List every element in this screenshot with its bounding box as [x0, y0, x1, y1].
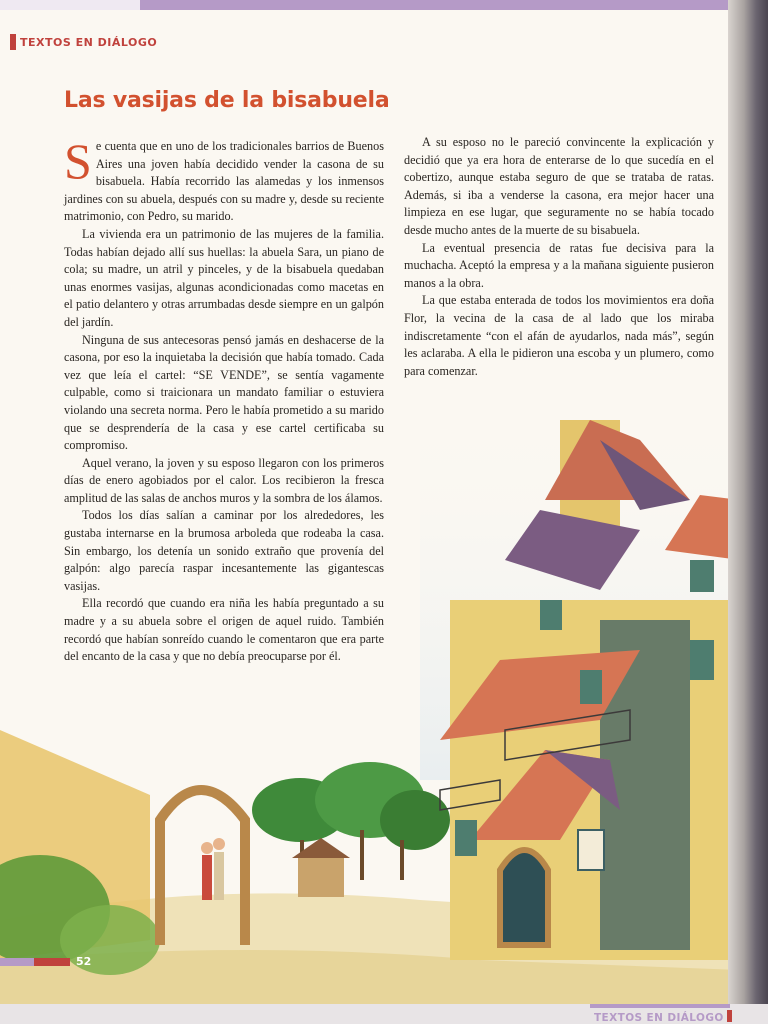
next-page-label-text: TEXTOS EN DIÁLOGO [594, 1012, 724, 1024]
house-illustration [0, 400, 740, 1004]
section-marker [727, 1010, 732, 1022]
figure-head [213, 838, 225, 850]
paragraph-text: e cuenta que en uno de los tradicionales barrios de Buenos Aires una joven había decidido vender la casona de su bisabuela. Había recorrido las alamedas y los inmensos jardines con su abuela, después con su madre y, desde su reciente matrimonio, con Pedro, su marido. [64, 139, 384, 224]
window [690, 640, 714, 680]
figure-man [214, 852, 224, 900]
figure-woman [202, 855, 212, 900]
next-page-label [594, 1010, 732, 1024]
paragraph: La vivienda era un patrimonio de las mujeres de la familia. Todas habían dejado allí sus huellas: la abuela Sara, un piano de cola; su madre, un atril y pinceles, y de la bisabuela quedaban unas enormes vasijas, algunas acondicionadas como macetas en el patio delantero y otras arrumbadas desde siempre en un galpón del jardín. [64, 226, 384, 329]
top-band-purple [140, 0, 740, 10]
window [455, 820, 477, 856]
book-gutter [728, 0, 768, 1024]
page-number-band [34, 958, 70, 966]
next-page-band [590, 1004, 730, 1008]
paragraph: Ninguna de sus antecesoras pensó jamás en deshacerse de la casona, por eso la inquietaba la decisión que había tomado. Cada vez que leía el cartel: “SE VENDE”, se sentía vagamente culpable, como si traicionara un mandato familiar o estuviera violando una secreta norma. Pero le había prometido a su marido que se desprendería de la casa y ese cartel certificaba su compromiso. [64, 332, 384, 453]
section-marker [10, 34, 16, 50]
window [690, 560, 714, 592]
top-band-light [0, 0, 140, 10]
section-label [10, 34, 157, 50]
window [578, 830, 604, 870]
paragraph: Ella recordó que cuando era niña les había preguntado a su madre y a su abuela sobre el origen de aquel ruido. También recordó que habían sonreído cuando le comentaron que era parte del encanto de la casa y que no debía preocuparse por él. [64, 596, 384, 664]
bush-icon [60, 905, 160, 975]
section-label-text: TEXTOS EN DIÁLOGO [20, 35, 158, 49]
paragraph: Todos los días salían a caminar por los alrededores, les gustaba internarse en la brumosa arboleda que rodeaba la casa. Sin embargo, los detenía un sonido extraño que provenía del galpón: algo parecía raspar incesantemente las gigantescas vasijas. [64, 508, 384, 593]
figure-head [201, 842, 213, 854]
story-title: Las vasijas de la bisabuela [64, 88, 390, 113]
window [540, 600, 562, 630]
paragraph: La eventual presencia de ratas fue decisiva para la muchacha. Aceptó la empresa y a la mañana siguiente pusieron manos a la obra. [404, 240, 714, 290]
drop-cap: S [64, 133, 92, 189]
paragraph [64, 133, 384, 226]
shed [298, 855, 344, 897]
window [580, 670, 602, 704]
page-number: 52 [76, 955, 92, 968]
tree-trunk [400, 840, 404, 880]
door [500, 850, 548, 945]
paragraph: La que estaba enterada de todos los movimientos era doña Flor, la vecina de la casa de al lado que los miraba indiscretamente “con el afán de ayudarlos, nada más”, según les aclaraba. A ella le pidieron una escoba y un plumero, como para comenzar. [404, 293, 714, 378]
paragraph: Aquel verano, la joven y su esposo llegaron con los primeros días de enero agobiados por el calor. Los recibieron la fresca amplitud de las salas de anchos muros y la sombra de los álamos. [64, 455, 384, 505]
page-number-band [0, 958, 34, 966]
tree-trunk [360, 830, 364, 880]
right-column [404, 134, 714, 380]
paragraph: A su esposo no le pareció convincente la explicación y decidió que ya era hora de enterarse de lo que sucedía en el cobertizo, aunque estaba seguro de que se trataba de ratas. Además, si iba a venderse la casona, era mejor hacer una limpieza en ese lugar, que seguramente no se había tocado desde mucho antes de la muerte de su bisabuela. [404, 135, 714, 237]
